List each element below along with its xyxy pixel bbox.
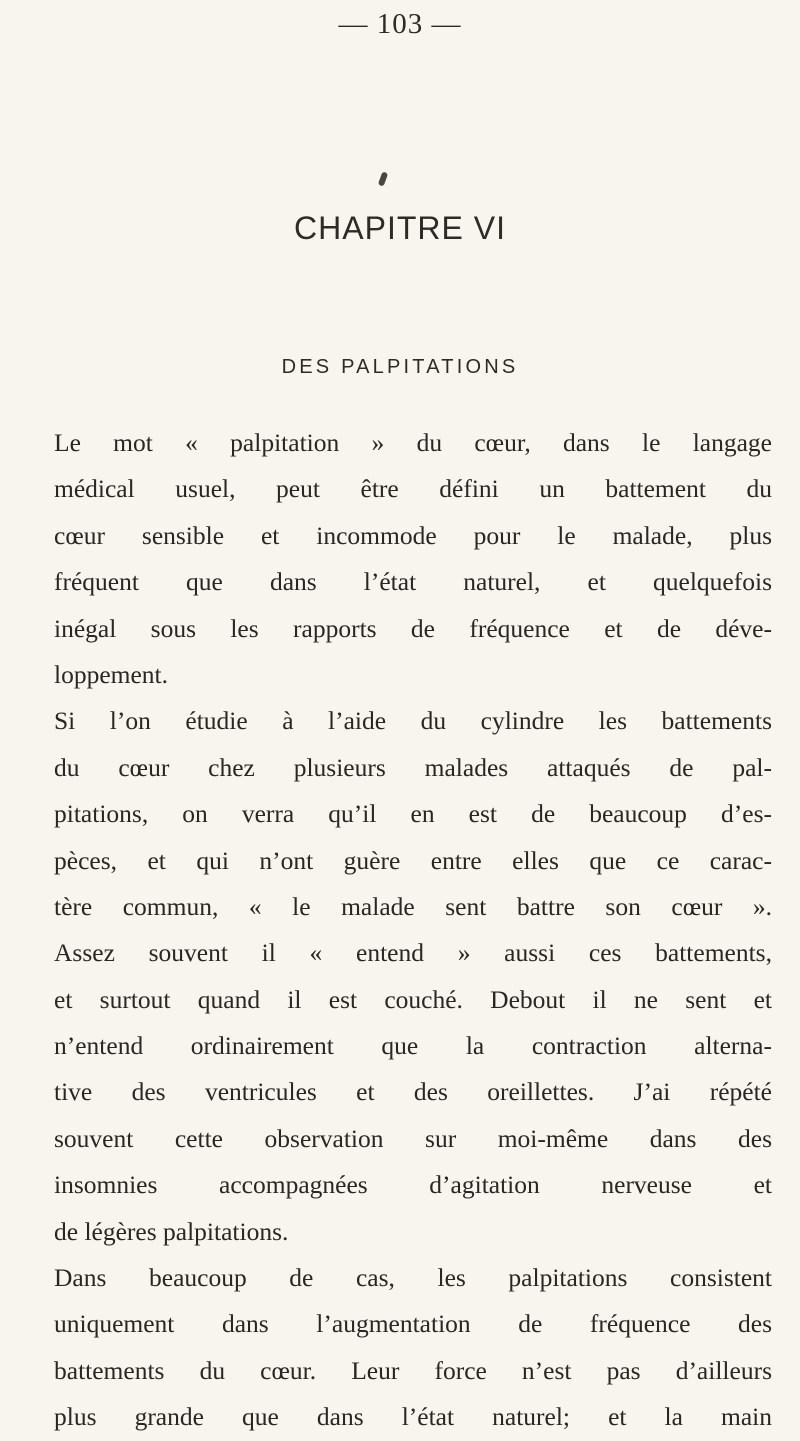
text-line: insomnies accompagnées d’agitation nerveuse et (54, 1170, 772, 1200)
text-line: loppement. (54, 659, 169, 689)
ornament-mark (378, 171, 388, 186)
text-line: pèces, et qui n’ont guère entre elles que ce carac- (54, 845, 772, 875)
text-line: pitations, on verra qu’il en est de beaucoup d’es- (54, 799, 772, 829)
text-line: Le mot « palpitation » du cœur, dans le langage (54, 428, 772, 457)
text-line: Dans beaucoup de cas, les palpitations consistent (54, 1263, 772, 1293)
paragraph (54, 698, 772, 1255)
section-title: DES PALPITATIONS (281, 356, 519, 378)
text-line: et surtout quand il est couché. Debout il ne sent et (54, 984, 772, 1014)
text-line: battements du cœur. Leur force n’est pas d’ailleurs (54, 1355, 772, 1385)
text-line: fréquent que dans l’état naturel, et quelquefois (54, 567, 772, 597)
page-number: — 103 — (338, 8, 462, 40)
text-line: cœur sensible et incommode pour le malade, plus (54, 520, 772, 550)
text-line: du cœur chez plusieurs malades attaqués de pal- (54, 752, 772, 782)
text-line: n’entend ordinairement que la contraction alterna- (54, 1031, 772, 1061)
body-text (54, 420, 772, 1441)
text-line: souvent cette observation sur moi-même dans des (54, 1123, 772, 1153)
text-line: Assez souvent il « entend » aussi ces battements, (54, 938, 772, 968)
text-line: Si l’on étudie à l’aide du cylindre les battements (54, 706, 772, 736)
text-line: de légères palpitations. (54, 1216, 289, 1246)
text-line: plus grande que dans l’état naturel; et la main (54, 1402, 772, 1432)
text-line: tive des ventricules et des oreillettes. J’ai répété (54, 1077, 772, 1107)
chapter-title: CHAPITRE VI (294, 210, 506, 246)
paragraph (54, 1255, 772, 1441)
text-line: tère commun, « le malade sent battre son cœur ». (54, 891, 772, 921)
paragraph (54, 420, 772, 698)
text-line: médical usuel, peut être défini un battement du (54, 474, 772, 504)
text-line: uniquement dans l’augmentation de fréquence des (54, 1309, 772, 1339)
text-line: inégal sous les rapports de fréquence et de déve- (54, 613, 772, 643)
